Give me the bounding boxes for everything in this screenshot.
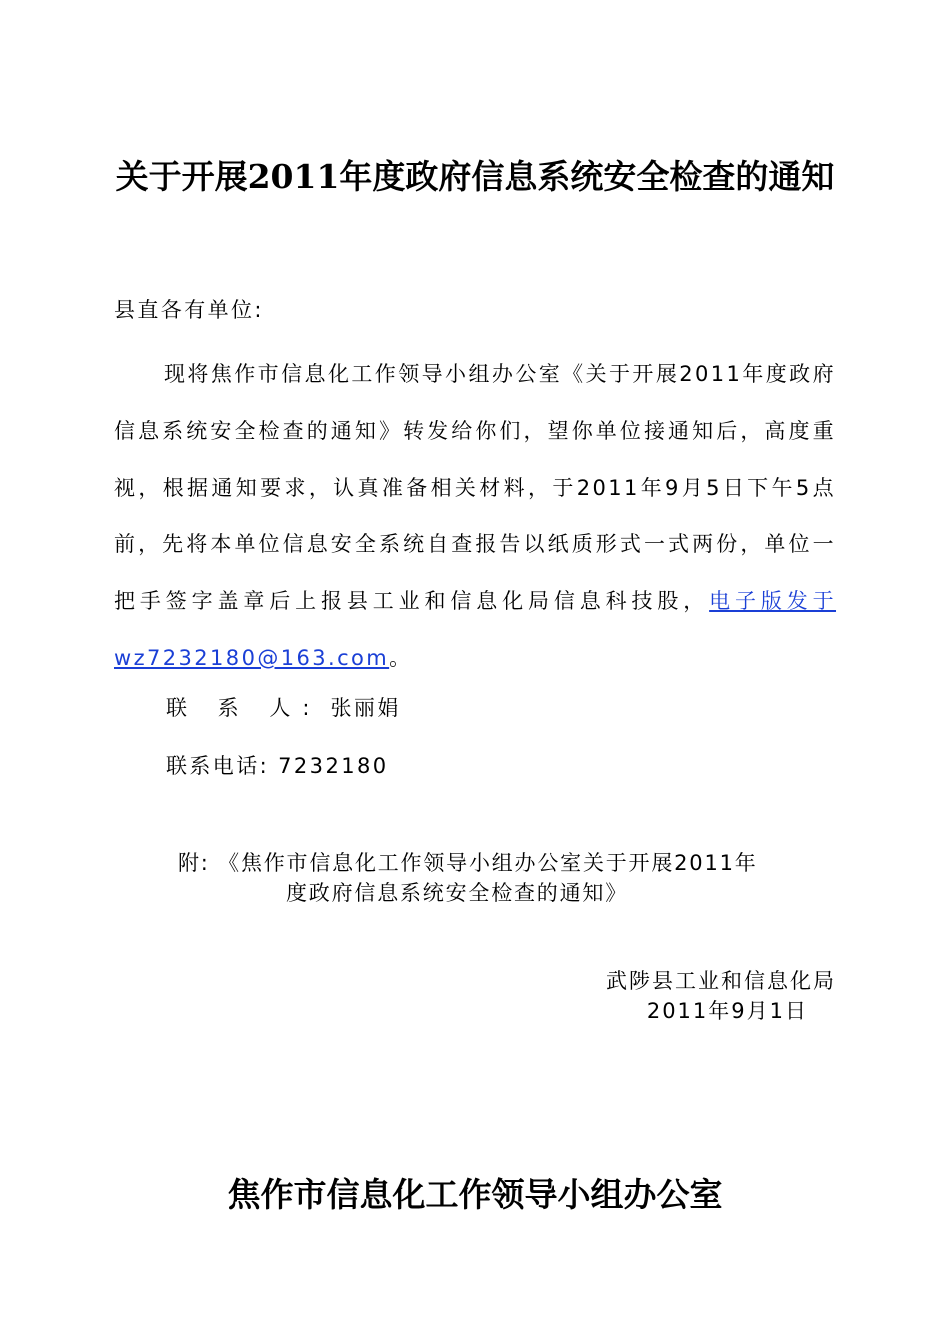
signature-date: 2011年9月1日 — [646, 999, 808, 1023]
main-paragraph-text: 现将焦作市信息化工作领导小组办公室《关于开展2011年度政府信息系统安全检查的通知》转发给你们，望你单位接通知后，高度重视，根据通知要求，认真准备相关材料，于2011年9月5日下午5点前，先将本单位信息安全系统自查报告以纸质形式一式两份，单位一把手签字盖章后上报县工业和信息化局信息科技股， — [114, 362, 836, 614]
main-paragraph — [114, 346, 836, 687]
signature-block — [606, 966, 836, 1026]
signature-org: 武陟县工业和信息化局 — [606, 969, 836, 993]
salutation: 县直各有单位: — [114, 298, 264, 322]
footer-title: 焦作市信息化工作领导小组办公室 — [227, 1175, 723, 1214]
attachment-line-2: 度政府信息系统安全检查的通知》 — [286, 881, 628, 905]
contact-phone — [166, 750, 388, 782]
attachment-note — [178, 848, 838, 908]
contact-phone-label: 联系电话: — [166, 754, 270, 778]
attachment-line-1: 附: 《焦作市信息化工作领导小组办公室关于开展2011年 — [178, 851, 758, 875]
contact-person-value: 张丽娟 — [330, 696, 401, 720]
document-title: 关于开展2011年度政府信息系统安全检查的通知 — [115, 157, 835, 196]
email-link[interactable]: 电子版发于wz7232180@163.com — [114, 589, 837, 670]
contact-phone-value: 7232180 — [278, 754, 389, 778]
main-paragraph-end: 。 — [389, 645, 413, 670]
contact-person — [166, 692, 401, 724]
contact-person-label: 联 系 人: — [166, 696, 322, 720]
